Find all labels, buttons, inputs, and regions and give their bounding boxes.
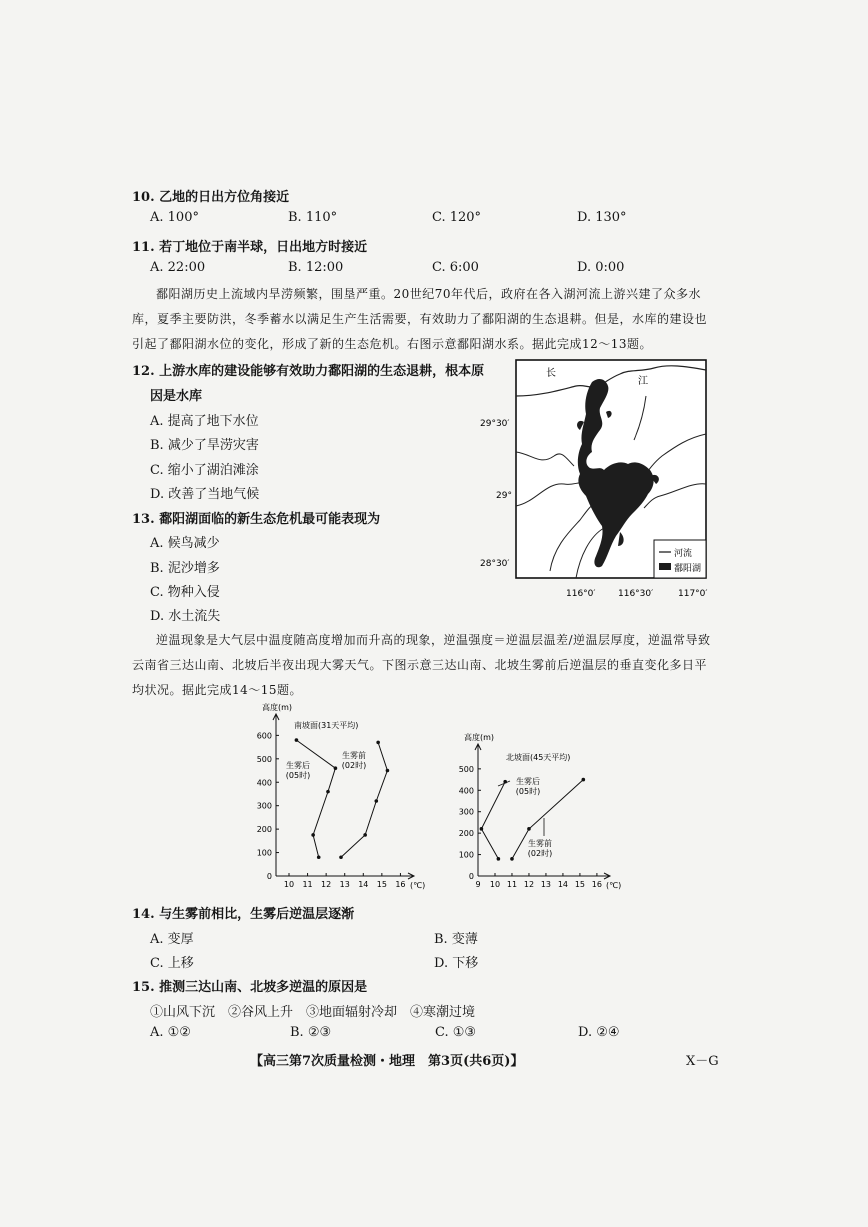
q11-option-b: B. 12:00	[288, 260, 344, 275]
north-chart-series-label: (05时)	[515, 787, 541, 796]
q11-option-a: A. 22:00	[150, 260, 206, 275]
q13-option-c: C. 物种入侵	[150, 585, 220, 600]
north-chart-title: 北坡面(45天平均)	[506, 753, 571, 762]
north-chart-data-point	[510, 857, 514, 861]
question-12-stem: 12. 上游水库的建设能够有效助力鄱阳湖的生态退耕，根本原	[132, 364, 485, 379]
map-lat-label-2: 29°	[496, 491, 512, 501]
north-chart-data-point	[497, 857, 501, 861]
north-chart-series-line	[481, 782, 505, 859]
south-chart-y-tick-label: 400	[256, 778, 272, 788]
south-chart-title: 南坡面(31天平均)	[294, 721, 359, 730]
south-chart-series-label: (02时)	[341, 761, 367, 770]
map-lon-label-3: 117°0′	[678, 589, 708, 599]
passage-inversion-text: 逆温现象是大气层中温度随高度增加而升高的现象，逆温强度＝逆温层温差/逆温层厚度，逆温常导致云南省三达山南、北坡后半夜出现大雾天气。下图示意三达山南、北坡生雾前后逆温层的垂直变化多日平均状况。据此完成14～15题。	[132, 633, 711, 697]
south-chart-x-tick-label: 10	[283, 880, 295, 889]
north-chart-x-tick-label: 15	[574, 880, 586, 889]
question-15-stem: 15. 推测三达山南、北坡多逆温的原因是	[132, 980, 368, 995]
south-chart-x-tick-label: 15	[376, 880, 387, 889]
map-lon-label-1: 116°0′	[566, 589, 596, 599]
north-chart-x-tick-label: 9	[475, 880, 481, 889]
north-chart-data-point	[480, 827, 484, 831]
south-chart-data-point	[334, 766, 338, 770]
poyang-lake-map	[480, 356, 730, 602]
north-chart-x-tick-label: 11	[506, 880, 518, 889]
south-chart-x-tick-label: 13	[339, 880, 350, 889]
south-chart-x-tick-label: 16	[395, 880, 406, 889]
north-chart-y-tick-label: 400	[458, 786, 474, 796]
south-slope-chart	[246, 698, 426, 894]
map-lat-label-1: 29°30′	[480, 419, 510, 429]
south-chart-data-point	[363, 833, 367, 837]
south-chart-data-point	[326, 790, 330, 794]
q14-option-d: D. 下移	[434, 956, 479, 971]
legend-lake-swatch	[659, 563, 671, 570]
south-chart-xlabel: (℃)	[410, 881, 426, 890]
passage-poyang-lake-text: 鄱阳湖历史上流域内旱涝频繁，围垦严重。20世纪70年代后，政府在各入湖河流上游兴建了众多水库，夏季主要防洪，冬季蓄水以满足生产生活需要，有效助力了鄱阳湖的生态退耕。但是，水库的建设也引起了鄱阳湖水位的变化，形成了新的生态危机。右图示意鄱阳湖水系。据此完成12～13题。	[132, 287, 708, 351]
south-chart-y-tick-label: 600	[256, 731, 272, 741]
q12-option-d: D. 改善了当地气候	[150, 487, 260, 502]
north-chart-data-point	[527, 827, 531, 831]
north-chart-x-tick-label: 14	[557, 880, 569, 889]
q14-option-a: A. 变厚	[150, 932, 194, 947]
map-lat-label-3: 28°30′	[480, 559, 510, 569]
question-12-stem-continued: 因是水库	[150, 389, 203, 404]
north-chart-ylabel: 高度(m)	[464, 733, 495, 742]
question-11-stem: 11. 若丁地位于南半球，日出地方时接近	[132, 240, 368, 255]
map-label-chang: 长	[546, 368, 556, 379]
south-chart-series-label: 生雾后	[286, 761, 310, 770]
north-chart-data-point	[582, 778, 586, 782]
south-chart-data-point	[311, 833, 315, 837]
q15-option-a: A. ①②	[150, 1025, 191, 1040]
north-chart-y-tick-label: 200	[458, 829, 474, 839]
q15-option-b: B. ②③	[290, 1025, 332, 1040]
south-chart-data-point	[317, 855, 321, 859]
page-footer-title: 【高三第7次质量检测・地理 第3页(共6页)】	[250, 1054, 524, 1069]
q12-option-c: C. 缩小了湖泊滩涂	[150, 463, 259, 478]
south-chart-data-point	[376, 741, 380, 745]
passage-inversion	[132, 628, 716, 703]
north-chart-y-tick-label: 100	[458, 850, 474, 860]
q13-option-b: B. 泥沙增多	[150, 561, 220, 576]
q14-option-b: B. 变薄	[434, 932, 478, 947]
south-chart-y-tick-label: 0	[266, 872, 272, 881]
north-chart-y-tick-label: 0	[468, 872, 474, 881]
south-chart-ylabel: 高度(m)	[262, 703, 293, 712]
south-chart-series-label: 生雾前	[342, 751, 366, 760]
north-chart-y-tick-label: 500	[458, 764, 474, 774]
q13-option-a: A. 候鸟减少	[150, 536, 220, 551]
south-chart-series-line	[296, 740, 335, 857]
q11-option-c: C. 6:00	[432, 260, 479, 275]
map-lon-label-2: 116°30′	[618, 589, 654, 599]
north-chart-xlabel: (℃)	[606, 881, 622, 890]
south-chart-data-point	[295, 738, 299, 742]
q15-option-d: D. ②④	[578, 1025, 620, 1040]
q12-option-b: B. 减少了旱涝灾害	[150, 438, 259, 453]
north-chart-x-tick-label: 16	[591, 880, 602, 889]
q10-option-c: C. 120°	[432, 210, 482, 225]
question-14-stem: 14. 与生雾前相比，生雾后逆温层逐渐	[132, 907, 355, 922]
south-chart-y-tick-label: 200	[256, 825, 272, 835]
north-chart-x-tick-label: 12	[523, 880, 535, 889]
question-13-stem: 13. 鄱阳湖面临的新生态危机最可能表现为	[132, 512, 381, 527]
south-chart-data-point	[386, 769, 390, 773]
north-chart-x-tick-label: 10	[489, 880, 501, 889]
north-chart-series-label: 生雾后	[516, 777, 540, 786]
north-chart-series-label: (02时)	[527, 849, 553, 858]
q15-statement-items: ①山风下沉 ②谷风上升 ③地面辐射冷却 ④寒潮过境	[150, 1005, 476, 1020]
north-chart-x-tick-label: 13	[540, 880, 552, 889]
map-label-jiang: 江	[638, 376, 648, 387]
south-chart-series-label: (05时)	[285, 771, 311, 780]
north-chart-y-tick-label: 300	[458, 807, 474, 817]
south-chart-x-tick-label: 14	[358, 880, 369, 889]
q11-option-d: D. 0:00	[577, 260, 625, 275]
q10-option-b: B. 110°	[288, 210, 338, 225]
q13-option-d: D. 水土流失	[150, 609, 221, 624]
q15-option-c: C. ①③	[435, 1025, 477, 1040]
legend-river-label: 河流	[674, 549, 693, 559]
south-chart-x-tick-label: 12	[321, 880, 332, 889]
south-chart-data-point	[339, 855, 343, 859]
q10-option-d: D. 130°	[577, 210, 627, 225]
passage-poyang-lake	[132, 282, 716, 357]
question-10-stem: 10. 乙地的日出方位角接近	[132, 190, 290, 205]
legend-lake-label: 鄱阳湖	[674, 564, 702, 574]
north-chart-series-label: 生雾前	[528, 839, 552, 848]
south-chart-y-tick-label: 500	[256, 754, 272, 764]
south-chart-y-tick-label: 300	[256, 801, 272, 811]
north-slope-chart	[452, 728, 622, 894]
q14-option-c: C. 上移	[150, 956, 194, 971]
q10-option-a: A. 100°	[150, 210, 199, 225]
south-chart-y-tick-label: 100	[256, 848, 272, 858]
south-chart-x-tick-label: 11	[302, 880, 313, 889]
q12-option-a: A. 提高了地下水位	[150, 414, 259, 429]
page-footer-code: X－G	[686, 1054, 719, 1069]
south-chart-data-point	[374, 799, 378, 803]
